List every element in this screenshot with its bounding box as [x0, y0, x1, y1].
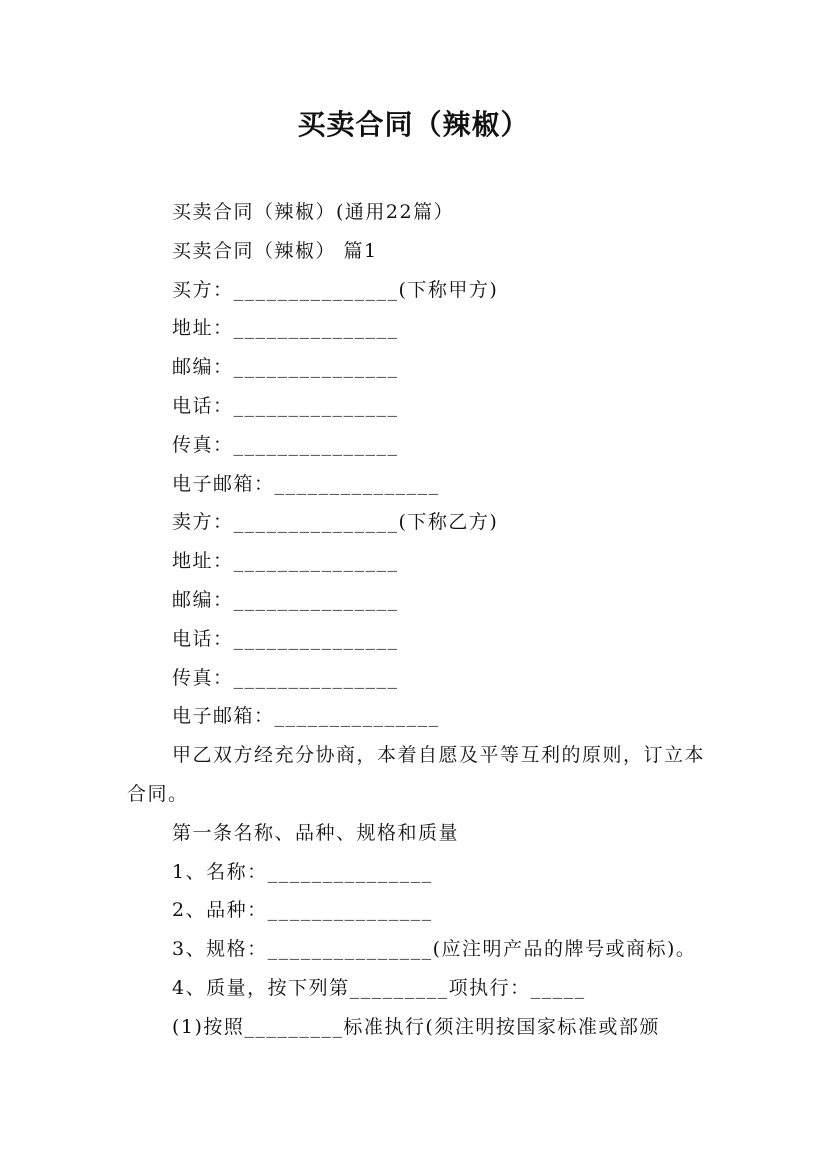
buyer-phone-line: 电话：_______________ — [172, 394, 399, 417]
seller-line: 卖方：_______________(下称乙方) — [172, 511, 499, 534]
section-heading: 买卖合同（辣椒） 篇1 — [172, 239, 378, 262]
article-one-heading: 第一条名称、品种、规格和质量 — [172, 821, 460, 844]
seller-address-line: 地址：_______________ — [172, 550, 399, 573]
buyer-email-line: 电子邮箱：_______________ — [172, 472, 440, 495]
agreement-paragraph: 甲乙双方经充分协商，本着自愿及平等互利的原则，订立本合同。 — [127, 744, 706, 805]
buyer-postcode-line: 邮编：_______________ — [172, 356, 399, 379]
seller-email-line: 电子邮箱：_______________ — [172, 705, 440, 728]
subtitle-line: 买卖合同（辣椒）(通用22篇） — [172, 201, 455, 223]
document-body — [127, 193, 717, 1047]
document-title: 买卖合同（辣椒） — [297, 108, 530, 141]
seller-postcode-line: 邮编：_______________ — [172, 588, 399, 611]
buyer-address-line: 地址：_______________ — [172, 317, 399, 340]
quality-standard-line: (1)按照_________标准执行(须注明按国家标准或部颁 — [172, 1015, 660, 1038]
buyer-fax-line: 传真：_______________ — [172, 433, 399, 456]
seller-phone-line: 电话：_______________ — [172, 627, 399, 650]
item-spec-line: 3、规格：_______________(应注明产品的牌号或商标)。 — [172, 938, 697, 961]
seller-fax-line: 传真：_______________ — [172, 666, 399, 689]
buyer-line: 买方：_______________(下称甲方) — [172, 278, 499, 301]
item-variety-line: 2、品种：_______________ — [172, 899, 433, 922]
item-quality-line: 4、质量，按下列第_________项执行：_____ — [172, 976, 586, 999]
item-name-line: 1、名称：_______________ — [172, 860, 433, 883]
